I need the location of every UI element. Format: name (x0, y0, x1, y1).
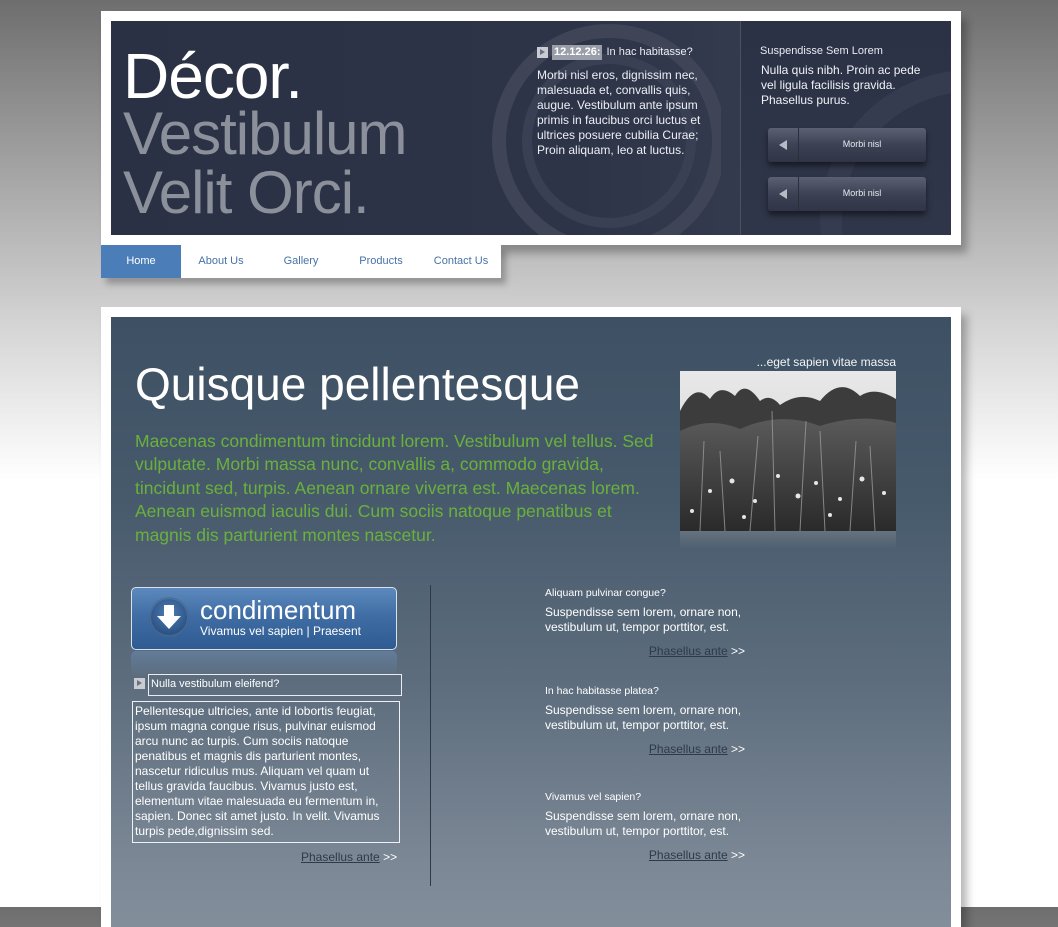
nav-item-home[interactable]: Home (101, 245, 181, 278)
right-item-more-link[interactable]: Phasellus ante (648, 644, 728, 658)
side-button-1-label: Morbi nisl (842, 139, 882, 149)
news-block (537, 45, 709, 158)
right-item-more (545, 644, 745, 658)
right-item-more-link[interactable]: Phasellus ante (648, 742, 728, 756)
site-logo-subtitle-2: Velit Orci. (123, 159, 369, 226)
right-item (545, 685, 745, 756)
main-nav (101, 245, 501, 278)
nav-item-about-us[interactable]: About Us (198, 255, 244, 267)
right-item-more-suffix: >> (730, 644, 745, 658)
main-content (111, 317, 951, 927)
download-button[interactable] (131, 587, 397, 650)
right-item-more (545, 742, 745, 756)
right-item-text: Suspendisse sem lorem, ornare non, vestibulum ut, tempor porttitor, est. (545, 605, 742, 634)
right-item (545, 791, 745, 862)
play-marker-icon (537, 47, 548, 58)
right-item-question: Vivamus vel sapien? (545, 791, 642, 803)
photo-reflection (680, 531, 896, 549)
news-header (537, 45, 709, 60)
photo-caption: ...eget sapien vitae massa (756, 355, 896, 369)
nav-item-products[interactable]: Products (359, 255, 403, 267)
header-banner (111, 21, 951, 235)
faq-more-link[interactable]: Phasellus ante (301, 850, 380, 864)
right-item-text: Suspendisse sem lorem, ornare non, vestibulum ut, tempor porttitor, est. (545, 703, 742, 732)
side-button-2[interactable] (768, 177, 926, 211)
download-arrow-icon (149, 597, 189, 637)
news-question[interactable]: In hac habitasse? (606, 46, 693, 58)
main-card (101, 307, 961, 927)
column-divider (430, 585, 431, 886)
right-item-more-suffix: >> (730, 742, 745, 756)
faq-answer: Pellentesque ultricies, ante id lobortis feugiat, ipsum magna congue risus, pulvinar euismod arcu nunc ac turpis. Cum sociis natoque penatibus et magnis dis parturient montes, nascetur ridiculus mus. Aliquam vel quam ut tellus gravida faucibus. Vivamus justo est, elementum vitae malesuada eu fermentum in, sapien. Donec sit amet justo. In velit. Vivamus turpis pede,dignissim sed. (135, 704, 380, 838)
faq-answer-box (132, 701, 400, 843)
nav-item-contact-us[interactable]: Contact Us (433, 255, 489, 267)
news-body: Morbi nisl eros, dignissim nec, malesuada et, convallis quis, augue. Vestibulum ante ipsum primis in faucibus orci luctus et ultrices posuere cubilia Curae; Proin aliquam, leo at luctus. (537, 68, 701, 157)
right-item-more (545, 848, 745, 862)
header-card (101, 11, 961, 245)
header-side-panel (740, 21, 951, 235)
faq-question: Nulla vestibulum eleifend? (151, 678, 280, 690)
play-marker-icon (134, 678, 145, 689)
download-title: condimentum (200, 595, 357, 625)
right-item-question: In hac habitasse platea? (545, 685, 659, 697)
side-button-2-label: Morbi nisl (842, 188, 882, 198)
right-item (545, 587, 745, 658)
lead-paragraph: Maecenas condimentum tincidunt lorem. Vestibulum vel tellus. Sed vulputate. Morbi massa nunc, convallis a, commodo gravida, tincidunt sed, turpis. Aenean ornare viverra est. Maecenas lorem. Aenean euismod iaculis dui. Cum sociis natoque penatibus et magnis dis parturient montes nascetur. (135, 431, 654, 545)
site-logo-subtitle-1: Vestibulum (123, 100, 407, 167)
news-date: 12.12.26: (554, 46, 601, 58)
right-item-more-suffix: >> (730, 848, 745, 862)
right-item-text: Suspendisse sem lorem, ornare non, vestibulum ut, tempor porttitor, est. (545, 809, 742, 838)
side-button-1[interactable] (768, 128, 926, 162)
page-title: Quisque pellentesque (135, 358, 580, 410)
nav-item-gallery[interactable]: Gallery (283, 255, 319, 267)
download-subtitle: Vivamus vel sapien | Praesent (200, 624, 361, 638)
side-panel-text: Nulla quis nibh. Proin ac pede vel ligula facilisis gravida. Phasellus purus. (761, 63, 921, 107)
arrow-left-icon (768, 177, 799, 211)
side-panel-title: Suspendisse Sem Lorem (760, 45, 883, 57)
right-item-question: Aliquam pulvinar congue? (545, 587, 666, 599)
faq-question-box[interactable] (148, 674, 402, 696)
faq-more-suffix: >> (383, 850, 398, 864)
arrow-left-icon (768, 128, 799, 162)
right-item-more-link[interactable]: Phasellus ante (648, 848, 728, 862)
meadow-photo[interactable] (680, 371, 896, 531)
faq-more (301, 850, 397, 864)
site-logo-title[interactable]: Décor. (123, 40, 302, 112)
